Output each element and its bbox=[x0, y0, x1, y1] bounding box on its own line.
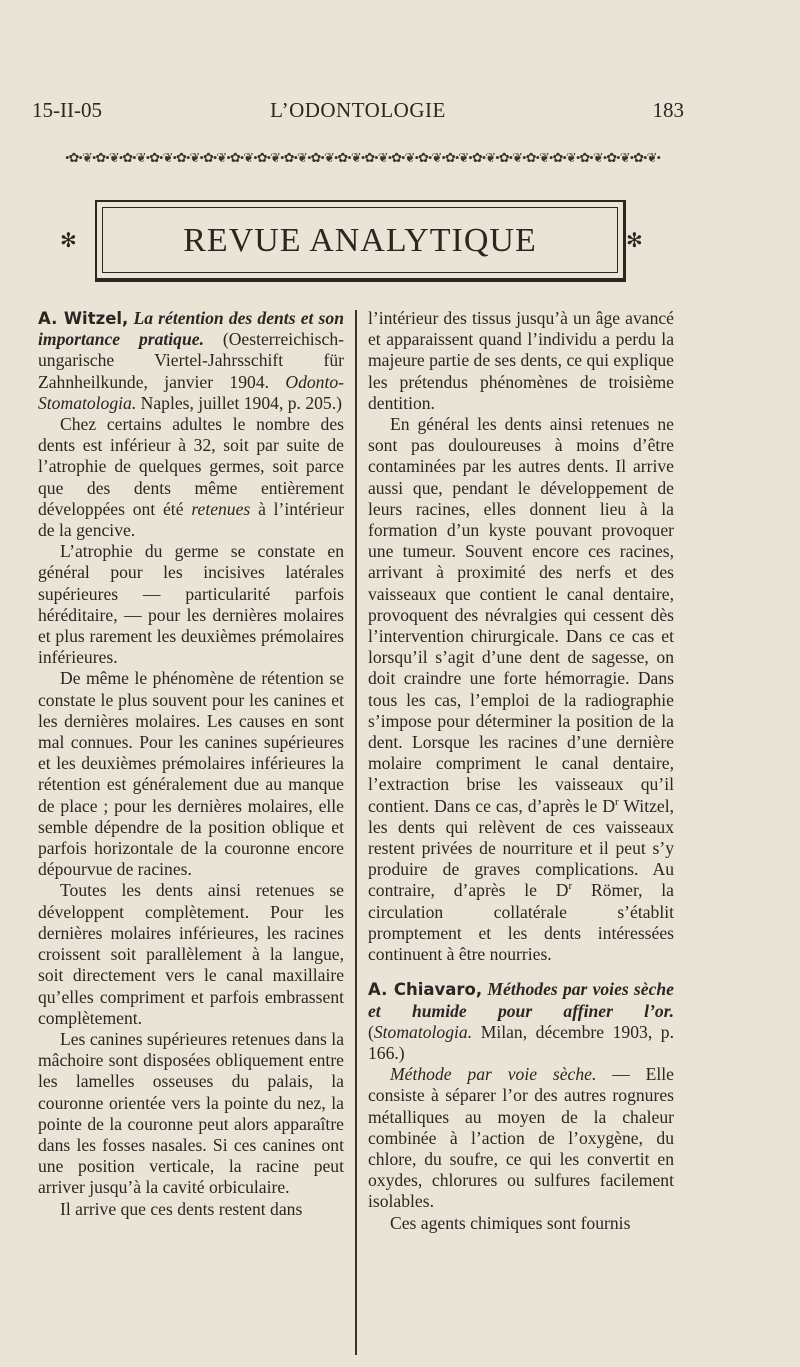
article-spacer bbox=[368, 965, 674, 979]
right-column bbox=[368, 308, 674, 1234]
paragraph: L’atrophie du germe se constate en général pour les incisives latérales supérieures — particularité parfois héréditaire, — pour les dernières molaires et plus rarement les deuxièmes prémolaires inférieures. bbox=[38, 541, 344, 668]
article-heading bbox=[38, 308, 344, 414]
page-number: 183 bbox=[652, 98, 684, 122]
superscript: r bbox=[615, 795, 619, 808]
paragraph bbox=[368, 1064, 674, 1212]
paragraph: Toutes les dents ainsi retenues se développent complètement. Pour les dernières molaires inférieures, les racines croissent soit parallèlement à la langue, soit directement vers le canal maxillaire qu’elles compriment et parfois embrassent complètement. bbox=[38, 880, 344, 1028]
paragraph-continued: l’intérieur des tissus jusqu’à un âge avancé et apparaissent quand l’individu a perdu la majeure partie de ses dents, ce qui explique les prétendus phénomènes de troisième dentition. bbox=[368, 308, 674, 413]
asterisk-ornament-icon: ✻ bbox=[626, 230, 643, 252]
text-run: Chez certains adultes le nombre des dents est inférieur à 32, soit par suite de l’atrophie de quelques germes, soit parce que des dents même entièrement développées ont été bbox=[38, 414, 344, 519]
text-run: D bbox=[602, 795, 616, 816]
text-run: Witzel, les dents qui relèvent de ces vaisseaux restent privées de nourriture et il peut s’y produire de graves complications. Au contraire, d’après le bbox=[368, 795, 674, 901]
issue-date: 15-II-05 bbox=[32, 98, 102, 122]
text-run: Römer, la circulation collatérale s’établit promptement et les dents intéressées continuent à être nourries. bbox=[368, 880, 674, 965]
article-source: (Oesterreichisch-ungarische Viertel-Jahrsschift für Zahnheilkunde, janvier 1904. bbox=[38, 329, 344, 392]
ornament-band: •✿•❦•✿•❦•✿•❦•✿•❦•✿•❦•✿•❦•✿•❦•✿•❦•✿•❦•✿•❦•✿•❦•✿•❦•✿•❦•✿•❦•✿•❦•✿•❦•✿•❦•✿•❦•✿•❦•✿•❦•✿•❦•✿•❦• bbox=[64, 150, 661, 165]
text-run: — Elle consiste à séparer l’or des autres rognures métalliques au moyen de la chaleur combinée à l’action de l’oxygène, du chlore, du soufre, ce qui les convertit en oxydes, chlorures ou sulfures facilement isolables. bbox=[368, 1064, 674, 1212]
text-run: D bbox=[555, 880, 569, 901]
journal-name: L’ODONTOLOGIE bbox=[270, 98, 446, 122]
text-run: En général les dents ainsi retenues ne sont pas douloureuses à moins d’être contaminées par les autres dents. Il arrive aussi que, pendant le développement de leurs racines, elles donnent lieu à la formation d’un kyste pouvant provoquer une tumeur. Souvent encore ces racines, arrivant à proximité des nerfs et des vaisseaux que contient le canal dentaire, provoquent des névralgies qui cessent dès l’intervention chirurgicale. Dans ce cas et lorsqu’il s’agit d’une dent de sagesse, on doit craindre une forte hémorragie. Dans tous les cas, l’emploi de la radiographie s’impose pour déterminer la position de la dent. Lorsque les racines d’une dernière molaire compriment le canal dentaire, l’extraction brise les vaisseaux qu’il contient. Dans ce cas, d’après le bbox=[368, 414, 674, 816]
running-head bbox=[32, 98, 684, 128]
paragraph: Les canines supérieures retenues dans la mâchoire sont disposées obliquement entre les lamelles osseuses du palais, la couronne orientée vers la pointe du nez, la pointe de la couronne peut alors apparaître dans les fosses nasales. Si ces canines ont une position verticale, la racine peut arriver jusqu’à la cavité orbiculaire. bbox=[38, 1028, 344, 1198]
article-source: ( bbox=[368, 1021, 374, 1042]
paragraph: De même le phénomène de rétention se constate le plus souvent pour les canines et les dernières molaires. Les causes en sont mal connues. Pour les canines supérieures et les deuxièmes prémolaires inférieures la rétention est généralement due au manque de place ; pour les dernières molaires, elle semble dépendre de la position oblique et parfois horizontale de la couronne encore dépourvue de racines. bbox=[38, 668, 344, 880]
left-column bbox=[38, 308, 344, 1220]
superscript: r bbox=[568, 880, 573, 893]
paragraph: Ces agents chimiques sont fournis bbox=[390, 1212, 631, 1233]
emphasis: retenues bbox=[191, 498, 251, 519]
section-title: REVUE ANALYTIQUE bbox=[183, 222, 537, 259]
article-source-end: Naples, juillet 1904, p. 205.) bbox=[140, 392, 342, 413]
section-title-frame bbox=[95, 200, 626, 282]
source-journal: Stomatologia. bbox=[373, 1021, 473, 1042]
asterisk-ornament-icon: ✻ bbox=[60, 230, 77, 252]
article-author: A. Witzel, bbox=[38, 309, 129, 328]
article-author: A. Chiavaro, bbox=[368, 980, 483, 1000]
article-heading bbox=[368, 979, 674, 1064]
text-run: à l’intérieur de la gencive. bbox=[38, 498, 344, 541]
source-journal: Odonto-Stomatologia. bbox=[38, 371, 345, 413]
article-source-end: Milan, décembre 1903, p. 166.) bbox=[368, 1021, 674, 1063]
paragraph: Il arrive que ces dents restent dans bbox=[60, 1198, 303, 1219]
column-divider bbox=[355, 310, 357, 1355]
paragraph bbox=[38, 414, 344, 541]
emphasis: Méthode par voie sèche. bbox=[390, 1064, 597, 1085]
paragraph bbox=[368, 414, 674, 965]
article-title: La rétention des dents et son importance pratique. bbox=[38, 308, 344, 350]
article-title: Méthodes par voies sèche et humide pour affiner l’or. bbox=[368, 979, 674, 1021]
